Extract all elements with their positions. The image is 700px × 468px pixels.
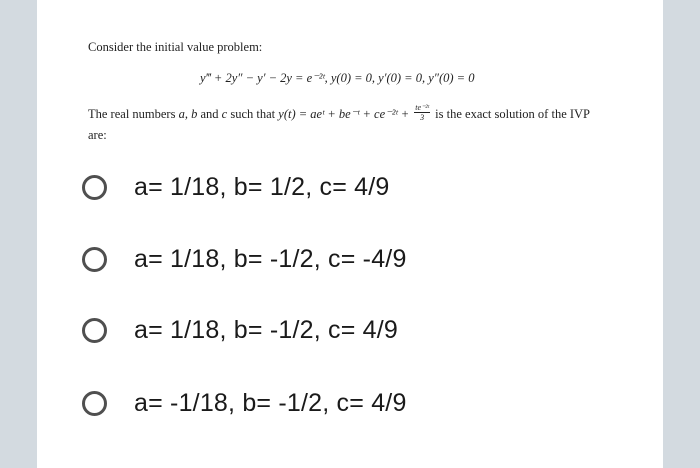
sentence-part2: such that: [227, 107, 279, 121]
radio-button-icon[interactable]: [82, 175, 107, 200]
sentence-part1: The real numbers: [88, 107, 179, 121]
radio-button-icon[interactable]: [82, 318, 107, 343]
answer-option-1[interactable]: [82, 167, 390, 207]
question-card: [37, 0, 663, 468]
question-sentence: [88, 104, 608, 146]
option-label: a= -1/18, b= -1/2, c= 4/9: [134, 388, 407, 417]
solution-formula: y(t) = aeᵗ + be⁻ᵗ + ce⁻²ᵗ +: [278, 107, 413, 121]
radio-button-icon[interactable]: [82, 391, 107, 416]
option-label: a= 1/18, b= 1/2, c= 4/9: [134, 172, 390, 201]
option-label: a= 1/18, b= -1/2, c= 4/9: [134, 315, 399, 344]
answer-option-3[interactable]: [82, 310, 398, 350]
answer-option-4[interactable]: [82, 383, 407, 423]
option-label: a= 1/18, b= -1/2, c= -4/9: [134, 244, 407, 273]
fraction-numerator: te⁻²ᵗ: [415, 102, 430, 112]
differential-equation: y‴ + 2y″ − y′ − 2y = e⁻²ᵗ, y(0) = 0, y′(0) = 0, y″(0) = 0: [200, 71, 475, 85]
fraction-denominator: 3: [420, 112, 425, 122]
sentence-and: and: [197, 107, 222, 121]
sentence-vars: a, b: [178, 107, 198, 121]
answer-option-2[interactable]: [82, 239, 407, 279]
solution-fraction: [414, 103, 430, 122]
question-prompt: Consider the initial value problem:: [88, 40, 263, 54]
sentence-c: c: [221, 107, 228, 121]
radio-button-icon[interactable]: [82, 247, 107, 272]
sentence-part3: is the exact solution of the IVP are:: [88, 107, 590, 142]
